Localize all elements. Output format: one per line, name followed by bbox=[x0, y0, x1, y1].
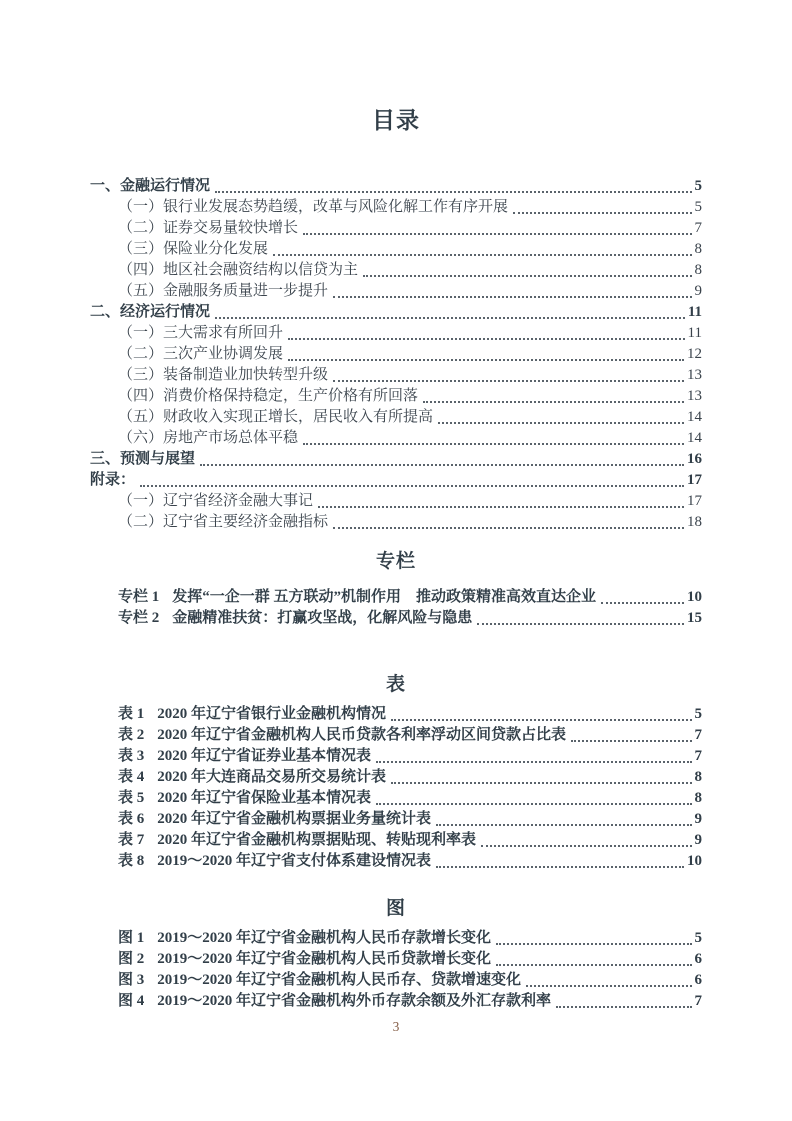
figure-entry-label: 2019～2020 年辽宁省金融机构人民币存款增长变化 bbox=[157, 930, 492, 946]
figure-entry-page: 6 bbox=[694, 951, 702, 967]
table-entry bbox=[90, 788, 702, 809]
table-entry-page: 9 bbox=[694, 811, 702, 827]
toc-entry-label: （五）金融服务质量进一步提升 bbox=[118, 283, 329, 299]
table-entry-number: 表 5 bbox=[118, 790, 145, 806]
toc-entry-page: 18 bbox=[687, 514, 702, 530]
dot-leader bbox=[431, 851, 687, 872]
toc-entry-page: 9 bbox=[694, 283, 702, 299]
toc-entry bbox=[90, 176, 702, 197]
table-entry bbox=[90, 851, 702, 872]
toc-entry-label: 二、经济运行情况 bbox=[90, 304, 211, 320]
table-entry bbox=[90, 809, 702, 830]
toc-entry bbox=[90, 386, 702, 407]
column-entry-page: 15 bbox=[687, 610, 702, 626]
table-entry-page: 5 bbox=[694, 706, 702, 722]
table-entry-page: 8 bbox=[694, 790, 702, 806]
toc-entry-page: 8 bbox=[694, 241, 702, 257]
toc-entry-page: 12 bbox=[687, 346, 702, 362]
column-entry bbox=[90, 587, 702, 608]
tables-section-title: 表 bbox=[385, 674, 406, 695]
table-entry-label: 2020 年辽宁省金融机构票据贴现、转贴现利率表 bbox=[157, 832, 477, 848]
dot-leader bbox=[551, 991, 694, 1012]
page-title: 目录 bbox=[372, 108, 420, 133]
toc-entry bbox=[90, 239, 702, 260]
toc-entry bbox=[90, 365, 702, 386]
dot-leader bbox=[313, 491, 687, 512]
toc-entry-page: 5 bbox=[694, 199, 702, 215]
tables-list bbox=[90, 704, 702, 872]
figures-list bbox=[90, 928, 702, 1012]
figure-entry-label: 2019～2020 年辽宁省金融机构外币存款余额及外汇存款利率 bbox=[157, 993, 552, 1009]
toc-entry bbox=[90, 449, 702, 470]
columns-list bbox=[90, 587, 702, 629]
dot-leader bbox=[476, 830, 694, 851]
figures-section-title: 图 bbox=[385, 898, 406, 919]
column-entry-label: 发挥“一企一群 五方联动”机制作用 推动政策精准高效直达企业 bbox=[172, 589, 597, 605]
figure-entry-label: 2019～2020 年辽宁省金融机构人民币贷款增长变化 bbox=[157, 951, 492, 967]
table-entry-label: 2020 年辽宁省证券业基本情况表 bbox=[157, 748, 372, 764]
table-entry-number: 表 6 bbox=[118, 811, 145, 827]
table-entry-number: 表 1 bbox=[118, 706, 145, 722]
table-entry-page: 8 bbox=[694, 769, 702, 785]
table-entry-page: 7 bbox=[694, 748, 702, 764]
dot-leader bbox=[596, 587, 687, 608]
table-entry bbox=[90, 830, 702, 851]
toc-main-list bbox=[90, 176, 702, 533]
toc-entry bbox=[90, 323, 702, 344]
toc-entry-label: （五）财政收入实现正增长，居民收入有所提高 bbox=[118, 409, 434, 425]
toc-entry-label: 一、金融运行情况 bbox=[90, 178, 211, 194]
dot-leader bbox=[283, 344, 687, 365]
figure-entry-number: 图 3 bbox=[118, 972, 145, 988]
figure-entry-page: 5 bbox=[694, 930, 702, 946]
figure-entry-number: 图 1 bbox=[118, 930, 145, 946]
dot-leader bbox=[431, 809, 694, 830]
table-entry bbox=[90, 725, 702, 746]
table-entry-page: 9 bbox=[694, 832, 702, 848]
toc-entry bbox=[90, 302, 702, 323]
toc-entry-page: 11 bbox=[687, 325, 702, 341]
toc-entry-label: （一）三大需求有所回升 bbox=[118, 325, 284, 341]
table-entry-number: 表 3 bbox=[118, 748, 145, 764]
dot-leader bbox=[298, 428, 687, 449]
toc-entry-label: （二）辽宁省主要经济金融指标 bbox=[118, 514, 329, 530]
column-entry-page: 10 bbox=[687, 589, 702, 605]
figure-entry-number: 图 4 bbox=[118, 993, 145, 1009]
figure-entry bbox=[90, 970, 702, 991]
dot-leader bbox=[491, 949, 694, 970]
column-entry-number: 专栏 1 bbox=[118, 589, 160, 605]
table-entry-number: 表 4 bbox=[118, 769, 145, 785]
dot-leader bbox=[491, 928, 694, 949]
toc-entry-page: 8 bbox=[694, 262, 702, 278]
toc-entry-label: （三）保险业分化发展 bbox=[118, 241, 269, 257]
toc-entry-page: 13 bbox=[687, 367, 702, 383]
toc-entry-label: （二）证券交易量较快增长 bbox=[118, 220, 299, 236]
toc-entry-label: （四）消费价格保持稳定，生产价格有所回落 bbox=[118, 388, 419, 404]
figure-entry-label: 2019～2020 年辽宁省金融机构人民币存、贷款增速变化 bbox=[157, 972, 522, 988]
toc-entry-page: 17 bbox=[687, 493, 702, 509]
table-entry-label: 2019～2020 年辽宁省支付体系建设情况表 bbox=[157, 853, 432, 869]
toc-entry bbox=[90, 281, 702, 302]
table-entry-number: 表 7 bbox=[118, 832, 145, 848]
dot-leader bbox=[358, 260, 694, 281]
toc-entry bbox=[90, 260, 702, 281]
figure-entry bbox=[90, 991, 702, 1012]
table-entry-label: 2020 年辽宁省保险业基本情况表 bbox=[157, 790, 372, 806]
figure-entry-number: 图 2 bbox=[118, 951, 145, 967]
toc-entry bbox=[90, 512, 702, 533]
toc-entry-label: （一）银行业发展态势趋缓，改革与风险化解工作有序开展 bbox=[118, 199, 509, 215]
dot-leader bbox=[283, 323, 688, 344]
figure-entry bbox=[90, 949, 702, 970]
table-entry-page: 10 bbox=[687, 853, 702, 869]
dot-leader bbox=[566, 725, 694, 746]
toc-entry-page: 7 bbox=[694, 220, 702, 236]
dot-leader bbox=[298, 218, 694, 239]
toc-entry-label: 三、预测与展望 bbox=[90, 451, 196, 467]
table-entry-page: 7 bbox=[694, 727, 702, 743]
dot-leader bbox=[521, 970, 694, 991]
toc-entry-label: （六）房地产市场总体平稳 bbox=[118, 430, 299, 446]
table-entry-label: 2020 年辽宁省金融机构票据业务量统计表 bbox=[157, 811, 432, 827]
dot-leader bbox=[433, 407, 687, 428]
table-entry-label: 2020 年辽宁省金融机构人民币贷款各利率浮动区间贷款占比表 bbox=[157, 727, 567, 743]
toc-entry bbox=[90, 470, 702, 491]
dot-leader bbox=[472, 608, 687, 629]
dot-leader bbox=[195, 449, 687, 470]
table-entry-number: 表 8 bbox=[118, 853, 145, 869]
toc-entry-label: （三）装备制造业加快转型升级 bbox=[118, 367, 329, 383]
toc-entry-page: 14 bbox=[687, 409, 702, 425]
column-entry-label: 金融精准扶贫：打赢攻坚战，化解风险与隐患 bbox=[172, 610, 473, 626]
toc-entry bbox=[90, 428, 702, 449]
dot-leader bbox=[328, 365, 687, 386]
toc-entry bbox=[90, 491, 702, 512]
figure-entry-page: 7 bbox=[694, 993, 702, 1009]
toc-entry-label: （四）地区社会融资结构以信贷为主 bbox=[118, 262, 359, 278]
dot-leader bbox=[386, 704, 694, 725]
dot-leader bbox=[135, 470, 687, 491]
toc-entry-label: 附录： bbox=[90, 472, 136, 488]
toc-entry-label: （一）辽宁省经济金融大事记 bbox=[118, 493, 314, 509]
toc-entry bbox=[90, 218, 702, 239]
table-entry-label: 2020 年大连商品交易所交易统计表 bbox=[157, 769, 387, 785]
dot-leader bbox=[418, 386, 687, 407]
table-entry bbox=[90, 746, 702, 767]
table-entry bbox=[90, 767, 702, 788]
toc-entry-page: 16 bbox=[687, 451, 702, 467]
dot-leader bbox=[210, 302, 688, 323]
dot-leader bbox=[268, 239, 694, 260]
dot-leader bbox=[508, 197, 694, 218]
table-entry-label: 2020 年辽宁省银行业金融机构情况 bbox=[157, 706, 387, 722]
dot-leader bbox=[371, 788, 694, 809]
table-entry bbox=[90, 704, 702, 725]
toc-entry-page: 14 bbox=[687, 430, 702, 446]
figure-entry-page: 6 bbox=[694, 972, 702, 988]
dot-leader bbox=[328, 512, 687, 533]
toc-entry bbox=[90, 344, 702, 365]
toc-entry-page: 5 bbox=[694, 178, 702, 194]
dot-leader bbox=[328, 281, 694, 302]
column-entry bbox=[90, 608, 702, 629]
dot-leader bbox=[371, 746, 694, 767]
column-entry-number: 专栏 2 bbox=[118, 610, 160, 626]
columns-section-title: 专栏 bbox=[375, 551, 416, 572]
toc-entry bbox=[90, 197, 702, 218]
dot-leader bbox=[210, 176, 694, 197]
footer-page-number: 3 bbox=[392, 1019, 400, 1034]
toc-entry-page: 13 bbox=[687, 388, 702, 404]
figure-entry bbox=[90, 928, 702, 949]
dot-leader bbox=[386, 767, 694, 788]
toc-entry-page: 17 bbox=[687, 472, 702, 488]
toc-entry-page: 11 bbox=[687, 304, 702, 320]
toc-entry bbox=[90, 407, 702, 428]
toc-entry-label: （二）三次产业协调发展 bbox=[118, 346, 284, 362]
table-entry-number: 表 2 bbox=[118, 727, 145, 743]
